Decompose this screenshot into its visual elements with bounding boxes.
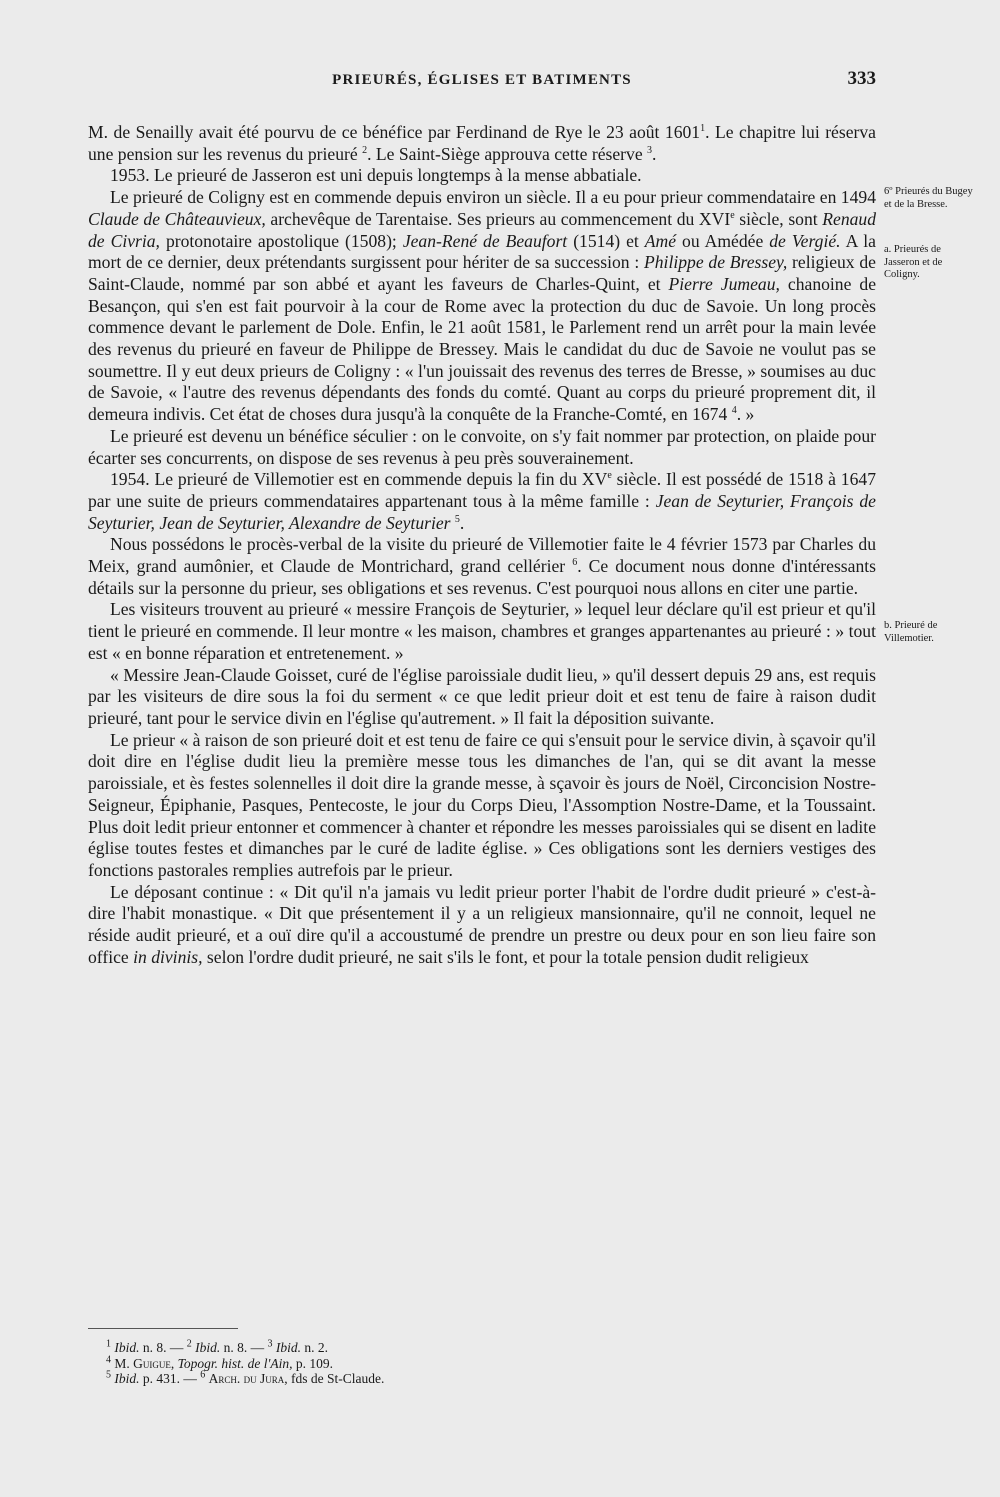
paragraph bbox=[88, 730, 876, 882]
footnote bbox=[106, 1356, 866, 1372]
paragraph bbox=[88, 469, 876, 534]
footnote-separator bbox=[88, 1328, 238, 1329]
text-run: chanoine de Besançon, qui s'en est fait pourvoir à la cour de Rome avec la protection du duc de Savoie. Un long procès commence devant le parlement de Dole. Enfin, le 21 août 1581, le Parlement rend un arrêt pour la main levée des revenus du prieuré en faveur de Philippe de Bressey. Mais le candidat du duc de Savoie ne voulut pas se soumettre. Il y eut deux prieurs de Coligny : « l'un jouissait des revenus des terres de Bresse, » soumises au duc de Savoie, « l'autre des revenus dépendants des fonds du comté. Quant au corps du prieuré proprement dit, il demeura indivis. Cet état de choses dura jusqu'à la conquête de la Franche-Comté, en 1674 bbox=[88, 273, 877, 425]
note-ref: e bbox=[730, 209, 735, 221]
note-ref: 6 bbox=[572, 557, 578, 569]
italic-text: Philippe de Bressey, bbox=[644, 252, 788, 273]
italic-text: Jean-René de Beaufort bbox=[402, 230, 568, 251]
note-ref: 1 bbox=[106, 1338, 111, 1350]
text-run: « Messire Jean-Claude Goisset, curé de l'église paroissiale dudit lieu, » qu'il dessert depuis 29 ans, est requis par les visiteurs de dire sous la foi du serment « ce que ledit prieur doit et est tenu de faire à raison dudit prieuré, tant pour le service divin en l'église qu'autrement. » Il fait la déposition suivante. bbox=[88, 664, 876, 728]
text-run: n. 8. — bbox=[139, 1340, 187, 1355]
paragraph bbox=[88, 599, 876, 664]
note-ref: 1 bbox=[700, 123, 706, 135]
footnote bbox=[106, 1340, 866, 1356]
italic-text: Pierre Jumeau, bbox=[668, 273, 780, 294]
small-caps-text: Arch. du Jura, bbox=[208, 1371, 288, 1386]
text-run: . Ce document nous donne d'intéressants détails sur la personne du prieur, ses obligations et ses revenus. C'est pourquoi nous allons en citer une partie. bbox=[88, 556, 876, 598]
italic-text: Topogr. hist. de l'Ain, bbox=[177, 1355, 293, 1371]
paragraph bbox=[88, 665, 876, 730]
text-run: (1514) et bbox=[567, 230, 645, 251]
italic-text: in divinis, bbox=[133, 946, 203, 967]
note-ref: 3 bbox=[267, 1338, 273, 1350]
body-text bbox=[88, 122, 876, 968]
footnote bbox=[106, 1371, 866, 1387]
text-run: siècle. Il est possédé de 1518 à 1647 par une suite de prieurs commendataires appartenant tous à la même famille : bbox=[88, 469, 876, 511]
page-number: 333 bbox=[847, 68, 876, 89]
page-header bbox=[88, 68, 876, 102]
margin-note: b. Prieuré de Villemotier. bbox=[884, 620, 938, 644]
note-ref: 6 bbox=[200, 1369, 206, 1381]
paragraph bbox=[88, 187, 876, 426]
text-run: selon l'ordre dudit prieuré, ne sait s'ils le font, et pour la totale pension dudit religieux bbox=[202, 946, 809, 967]
note-ref: 2 bbox=[362, 144, 368, 156]
paragraph bbox=[88, 426, 876, 469]
paragraph bbox=[88, 882, 876, 969]
text-run: n. 2. bbox=[301, 1340, 328, 1355]
note-ref: 5 bbox=[454, 513, 460, 525]
italic-text: Ibid. bbox=[114, 1340, 140, 1355]
text-run: 1953. Le prieuré de Jasseron est uni depuis longtemps à la mense abbatiale. bbox=[110, 165, 642, 186]
text-run: . Le Saint-Siège approuva cette réserve bbox=[367, 143, 648, 164]
text-run: Le prieur « à raison de son prieuré doit et est tenu de faire ce qui s'ensuit pour le service divin, à sçavoir qu'il doit dire en l'église dudit lieu la première messe tous les dimanches de l'an, qui se dit avant la messe paroissiale, et ès festes solennelles il doit dire la grande messe, à sçavoir ès jours de Noël, Circoncision Nostre-Seigneur, Épiphanie, Pasques, Pentecoste, le jour du Corps Dieu, l'Assomption Nostre-Dame, et la Toussaint. Plus doit ledit prieur entonner et commencer à chanter et répondre les messes paroissiales qui se disent en ladite église toutes festes et dimanches par le curé de ladite église. » Ces obligations sont les derniers vestiges des fonctions pastorales remplies autrefois par le prieur. bbox=[88, 729, 876, 880]
note-ref: 3 bbox=[647, 144, 653, 156]
text-run: . Le chapitre lui réserva une pension sur les revenus du prieuré bbox=[88, 122, 876, 164]
text-run: Le prieuré de Coligny est en commende depuis environ un siècle. Il a eu pour prieur commendataire en 1494 bbox=[110, 187, 876, 208]
paragraph bbox=[88, 122, 876, 165]
italic-text: Jean de Seyturier, François de Seyturier, Jean de Seyturier, Alexandre de Seyturier bbox=[88, 490, 876, 533]
italic-text: Ibid. bbox=[114, 1371, 140, 1386]
text-run: Le prieuré est devenu un bénéfice séculier : on le convoite, on s'y fait nommer par protection, on plaide pour écarter ses concurrents, on dispose de ses revenus à peu près souverainement. bbox=[88, 425, 876, 468]
text-run: siècle, sont bbox=[734, 208, 823, 229]
text-run: religieux de Saint-Claude, nommé par son abbé et ayant les faveurs de Charles-Quint, et bbox=[88, 252, 876, 294]
text-run: fds de St-Claude. bbox=[287, 1371, 385, 1386]
text-run: Les visiteurs trouvent au prieuré « messire François de Seyturier, » lequel leur déclare qu'il est prieur et qu'il tient le prieuré en commende. Il leur montre « les maison, chambres et granges appartenantes au prieuré : » tout est « en bonne réparation et entretenement. » bbox=[88, 599, 876, 663]
text-run: . bbox=[459, 512, 465, 533]
margin-note: a. Prieurés de Jasseron et de Coligny. bbox=[884, 244, 943, 280]
paragraph bbox=[88, 534, 876, 599]
note-ref: 4 bbox=[731, 405, 737, 417]
small-caps-text: M. Guigue, bbox=[114, 1355, 175, 1371]
text-run: . bbox=[652, 143, 657, 164]
text-run: p. 431. — bbox=[139, 1371, 201, 1386]
margin-note: 6º Prieurés du Bugey et de la Bresse. bbox=[884, 186, 973, 210]
italic-text: Ibid. bbox=[275, 1340, 301, 1355]
text-run: M. de Senailly avait été pourvu de ce bénéfice par Ferdinand de Rye le 23 août 1601 bbox=[88, 122, 701, 142]
text-run: 1954. Le prieuré de Villemotier est en commende depuis la fin du XV bbox=[110, 469, 608, 490]
text-run: protonotaire apostolique (1508); bbox=[159, 230, 403, 251]
note-ref: 5 bbox=[106, 1369, 111, 1381]
italic-text: de Vergié. bbox=[769, 230, 841, 251]
italic-text: Renaud de Civria, bbox=[88, 208, 877, 251]
text-run: A la mort de ce dernier, deux prétendants surgissent pour hériter de sa succession : bbox=[88, 230, 876, 273]
text-run: p. 109. bbox=[292, 1355, 334, 1371]
note-ref: e bbox=[607, 470, 612, 482]
text-run: Le déposant continue : « Dit qu'il n'a jamais vu ledit prieur porter l'habit de l'ordre dudit prieuré » c'est-à-dire l'habit monastique. « Dit que présentement il y a un religieux mansionnaire, qu'il ne connoit, lequel ne réside audit prieuré, et a ouï dire qu'il a accoustumé de prendre un prestre ou deux pour en son lieu faire son office bbox=[88, 881, 876, 967]
footnotes bbox=[106, 1340, 866, 1387]
text-run: ou Amédée bbox=[676, 230, 770, 251]
italic-text: Ibid. bbox=[195, 1340, 221, 1355]
running-head: PRIEURÉS, ÉGLISES ET BATIMENTS bbox=[332, 72, 632, 88]
italic-text: Claude de Châteauvieux, bbox=[88, 208, 266, 229]
italic-text: Amé bbox=[644, 230, 677, 251]
text-run: . » bbox=[736, 404, 755, 425]
text-run: Nous possédons le procès-verbal de la visite du prieuré de Villemotier faite le 4 février 1573 par Charles du Meix, grand aumônier, et Claude de Montrichard, grand cellérier bbox=[88, 534, 876, 577]
note-ref: 2 bbox=[186, 1338, 192, 1350]
note-ref: 4 bbox=[106, 1354, 111, 1365]
text-run: n. 8. — bbox=[220, 1340, 268, 1355]
text-run: archevêque de Tarentaise. Ses prieurs au commencement du XVI bbox=[265, 208, 731, 229]
paragraph bbox=[88, 165, 876, 187]
